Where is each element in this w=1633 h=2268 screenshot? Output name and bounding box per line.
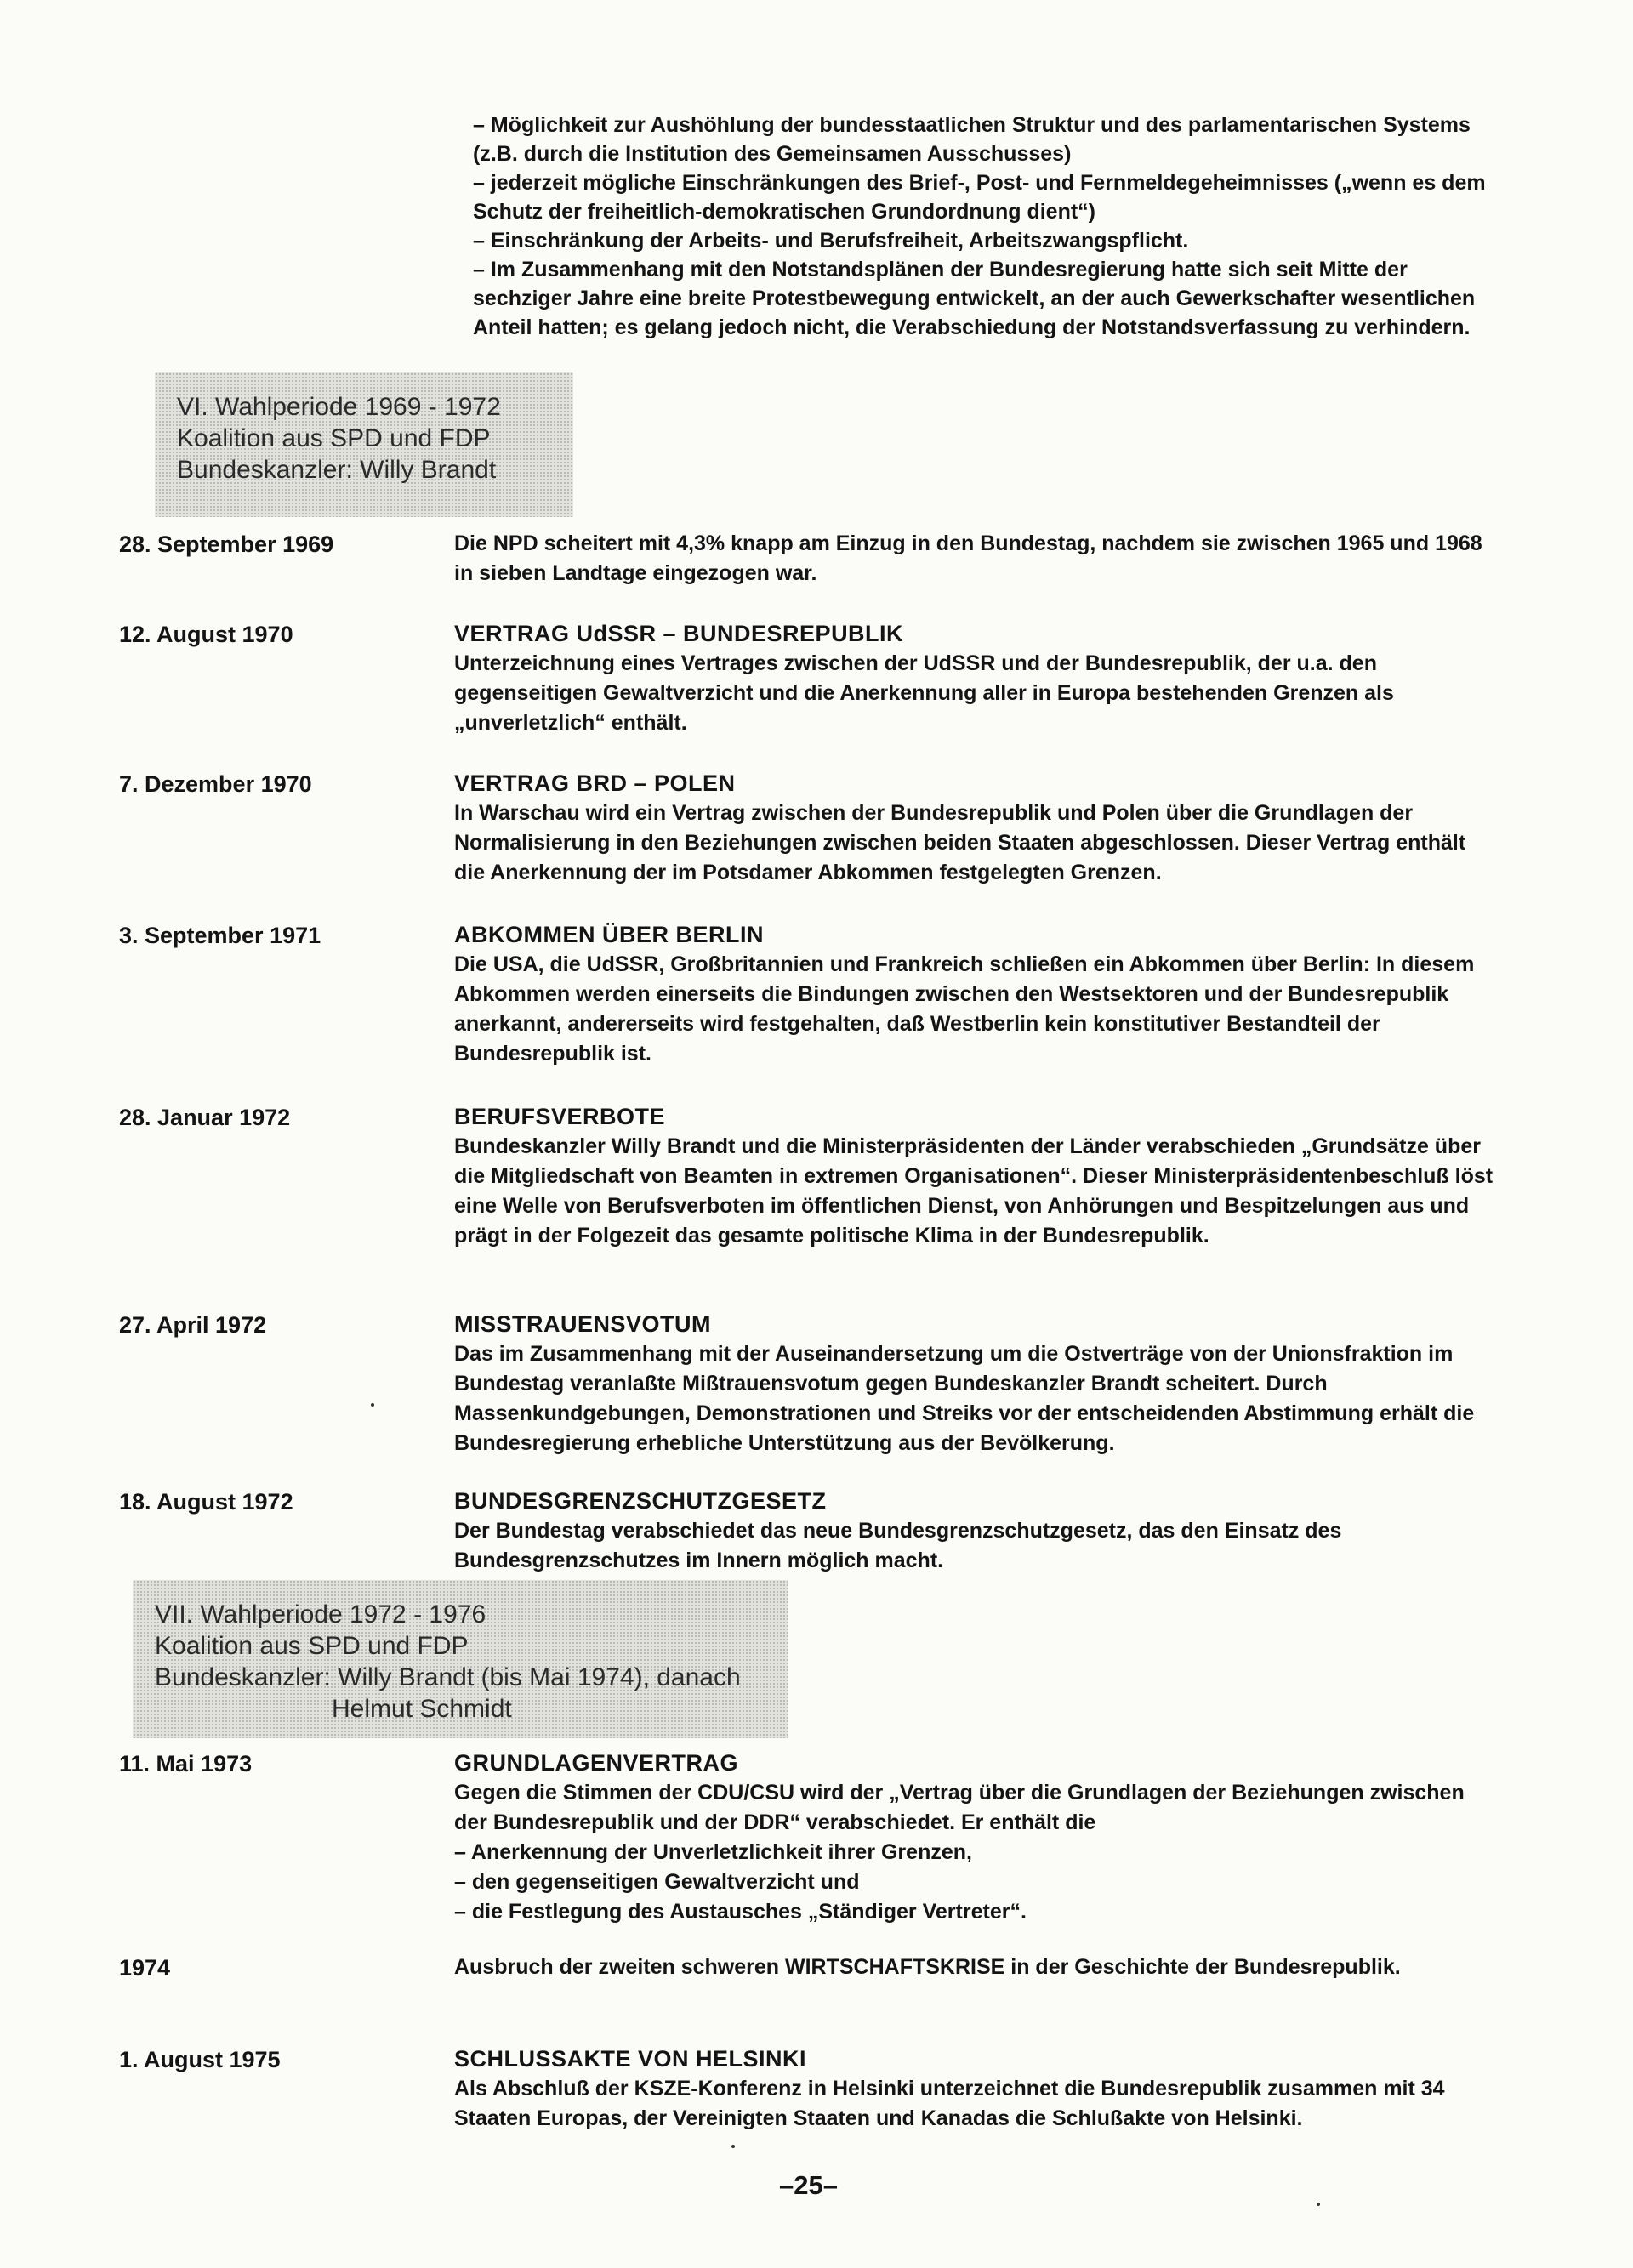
entry-date: 28. Januar 1972 — [119, 1105, 291, 1130]
entry-body: Bundeskanzler Willy Brandt und die Ministerpräsidenten der Länder verabschieden „Grundsätze über die Mitgliedschaft von Beamten in extremen Organisationen“. Dieser Ministerpräsidentenbeschluß löst eine Welle von Berufsverboten im öffentlichen Dienst, von Anhörungen und Bespitzelungen aus und prägt in der Folgezeit das gesamte politische Klima in der Bundesrepublik. — [454, 1134, 1494, 1248]
entry-content — [454, 1310, 1500, 1458]
entry-heading: MISSTRAUENSVOTUM — [454, 1311, 712, 1337]
list-item: – die Festlegung des Austausches „Ständiger Vertreter“. — [454, 1897, 1500, 1927]
entry-body: Der Bundestag verabschiedet das neue Bundesgrenzschutzgesetz, das den Einsatz des Bundesgrenzschutzes im Innern möglich macht. — [454, 1519, 1342, 1572]
entry-content — [454, 1748, 1500, 1927]
entry-date: 1974 — [119, 1955, 171, 1981]
list-item: – den gegenseitigen Gewaltverzicht und — [454, 1867, 1500, 1897]
period-title: VII. Wahlperiode 1972 - 1976 — [155, 1600, 486, 1629]
entry-date: 1. August 1975 — [119, 2047, 281, 2072]
entry-date: 12. August 1970 — [119, 622, 293, 647]
entry-content — [454, 920, 1500, 1069]
intro-line: – jederzeit mögliche Einschränkungen des Brief-, Post- und Fernmeldegeheimnisses („wenn es dem Schutz der freiheitlich-demokratischen Grundordnung dient“) — [473, 171, 1486, 224]
entry-body: Unterzeichnung eines Vertrages zwischen der UdSSR und der Bundesrepublik, der u.a. den gegenseitigen Gewaltverzicht und die Anerkennung aller in Europa bestehenden Grenzen als „unverletzlich“ enthält. — [454, 651, 1394, 735]
entry-body: Die NPD scheitert mit 4,3% knapp am Einzug in den Bundestag, nachdem sie zwischen 1965 und 1968 in sieben Landtage eingezogen war. — [454, 531, 1482, 585]
period-coalition: Koalition aus SPD und FDP — [177, 424, 491, 452]
intro-text — [473, 111, 1502, 342]
entry-content — [454, 1102, 1500, 1251]
entry-content — [454, 529, 1500, 588]
entry-heading: VERTRAG UdSSR – BUNDESREPUBLIK — [454, 621, 904, 646]
entry-date: 7. Dezember 1970 — [119, 771, 312, 797]
period-chancellor-cont: Helmut Schmidt — [332, 1695, 512, 1723]
scan-speck — [371, 1403, 374, 1407]
period-coalition: Koalition aus SPD und FDP — [155, 1632, 469, 1660]
entry-content — [454, 1486, 1500, 1576]
period-box-vi — [155, 372, 573, 517]
entry-body: Ausbruch der zweiten schweren WIRTSCHAFTSKRISE in der Geschichte der Bundesrepublik. — [454, 1955, 1401, 1979]
period-chancellor: Bundeskanzler: Willy Brandt — [177, 456, 497, 484]
entry-body: Als Abschluß der KSZE-Konferenz in Helsinki unterzeichnet die Bundesrepublik zusammen mit 34 Staaten Europas, der Vereinigten Staaten und Kanadas die Schlußakte von Helsinki. — [454, 2077, 1445, 2130]
entry-heading: BUNDESGRENZSCHUTZGESETZ — [454, 1488, 827, 1514]
scan-speck — [1317, 2203, 1320, 2206]
entry-content — [454, 1953, 1500, 1982]
entry-heading: GRUNDLAGENVERTRAG — [454, 1750, 739, 1776]
entry-date: 27. April 1972 — [119, 1312, 267, 1338]
period-box-vii — [133, 1580, 788, 1738]
intro-line: – Einschränkung der Arbeits- und Berufsfreiheit, Arbeitszwangspflicht. — [473, 229, 1189, 253]
entry-date: 28. September 1969 — [119, 531, 334, 557]
entry-content — [454, 619, 1500, 738]
entry-heading: BERUFSVERBOTE — [454, 1104, 666, 1129]
entry-body: Die USA, die UdSSR, Großbritannien und Frankreich schließen ein Abkommen über Berlin: In diesem Abkommen werden einerseits die Bindungen zwischen den Westsektoren und der Bundesrepublik anerkannt, andererseits wird festgehalten, daß Westberlin kein konstitutiver Bestandteil der Bundesrepublik ist. — [454, 952, 1475, 1066]
period-title: VI. Wahlperiode 1969 - 1972 — [177, 393, 501, 421]
entry-heading: ABKOMMEN ÜBER BERLIN — [454, 922, 764, 947]
entry-heading: VERTRAG BRD – POLEN — [454, 770, 736, 796]
intro-line: – Im Zusammenhang mit den Notstandsplänen der Bundesregierung hatte sich seit Mitte der sechziger Jahre eine breite Protestbewegung entwickelt, an der auch Gewerkschafter wesentlichen Anteil hatten; es gelang jedoch nicht, die Verabschiedung der Notstandsverfassung zu verhindern. — [473, 258, 1476, 339]
entry-date: 3. September 1971 — [119, 923, 321, 948]
list-item: – Anerkennung der Unverletzlichkeit ihrer Grenzen, — [454, 1838, 1500, 1867]
entry-body: Das im Zusammenhang mit der Auseinandersetzung um die Ostverträge von der Unionsfraktion im Bundestag veranlaßte Mißtrauensvotum gegen Bundeskanzler Brandt scheitert. Durch Massenkundgebungen, Demonstrationen und Streiks vor der entscheidenden Abstimmung erhält die Bundesregierung erhebliche Unterstützung aus der Bevölkerung. — [454, 1342, 1475, 1455]
intro-line: – Möglichkeit zur Aushöhlung der bundesstaatlichen Struktur und des parlamentarischen Systems (z.B. durch die Institution des Gemeinsamen Ausschusses) — [473, 113, 1471, 166]
entry-body: In Warschau wird ein Vertrag zwischen der Bundesrepublik und Polen über die Grundlagen der Normalisierung in den Beziehungen zwischen beiden Staaten abgeschlossen. Dieser Vertrag enthält die Anerkennung der im Potsdamer Abkommen festgelegten Grenzen. — [454, 801, 1466, 884]
entry-list — [454, 1838, 1500, 1927]
period-chancellor: Bundeskanzler: Willy Brandt (bis Mai 1974), danach — [155, 1663, 741, 1691]
entry-heading: SCHLUSSAKTE VON HELSINKI — [454, 2046, 807, 2072]
entry-date: 11. Mai 1973 — [119, 1751, 253, 1776]
entry-content — [454, 2044, 1500, 2134]
page-number: –25– — [779, 2170, 838, 2200]
entry-date: 18. August 1972 — [119, 1489, 293, 1515]
scan-speck — [731, 2145, 735, 2148]
entry-body: Gegen die Stimmen der CDU/CSU wird der „Vertrag über die Grundlagen der Beziehungen zwischen der Bundesrepublik und der DDR“ verabschiedet. Er enthält die — [454, 1781, 1465, 1834]
entry-content — [454, 769, 1500, 888]
